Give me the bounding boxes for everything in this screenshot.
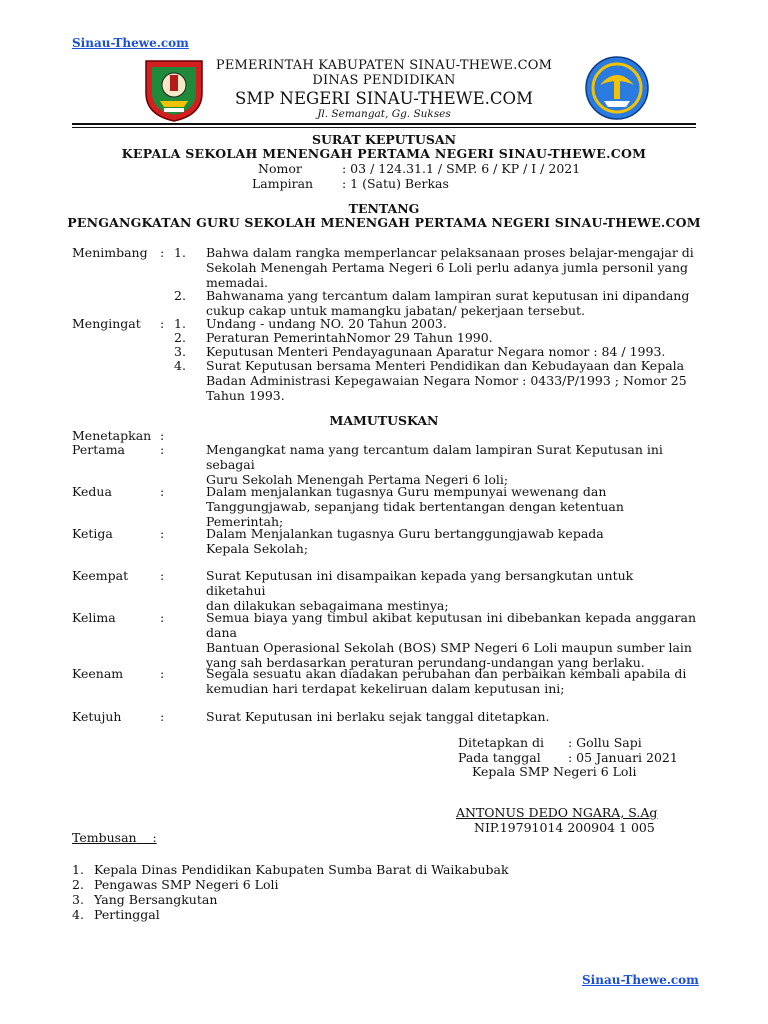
menetapkan-label: Menetapkan <box>72 428 152 443</box>
decision-keempat <box>72 568 696 613</box>
mengingat-label: Mengingat <box>72 316 141 331</box>
decision-colon: : <box>160 526 165 541</box>
decision-kelima <box>72 610 696 670</box>
menimbang-item-2 <box>206 288 696 318</box>
decision-kedua <box>72 484 696 529</box>
text-line: Dalam Menjalankan tugasnya Guru bertanggungjawab kepada <box>206 526 604 541</box>
tembusan-list <box>72 862 509 922</box>
decision-label: Ketujuh <box>72 709 122 724</box>
mengingat-item-1-number: 1. <box>174 316 186 331</box>
document-type-heading: SURAT KEPUTUSAN <box>311 132 457 147</box>
mengingat-item-1: Undang - undang NO. 20 Tahun 2003. <box>206 316 447 331</box>
decision-pertama <box>72 442 696 487</box>
text-line: Surat Keputusan bersama Menteri Pendidikan dan Kebudayaan dan Kepala <box>206 358 685 373</box>
lampiran-label: Lampiran <box>252 176 314 191</box>
mengingat-item-4 <box>206 358 696 403</box>
menimbang-section <box>72 245 696 320</box>
signer-nip: NIP.19791014 200904 1 005 <box>474 820 655 835</box>
list-item-number: 1. <box>72 862 84 877</box>
mengingat-section <box>72 316 696 406</box>
list-item-number: 3. <box>72 892 84 907</box>
bottom-site-link[interactable]: Sinau-Thewe.com <box>582 973 699 987</box>
decision-label: Keempat <box>72 568 129 583</box>
list-item-text: Kepala Dinas Pendidikan Kabupaten Sumba Barat di Waikabubak <box>94 862 509 877</box>
signer-position: Kepala SMP Negeri 6 Loli <box>472 764 637 779</box>
text-line: Sekolah Menengah Pertama Negeri 6 Loli perlu adanya jumla personil yang <box>206 260 689 275</box>
decision-label: Keenam <box>72 666 124 681</box>
menetapkan-row <box>72 428 696 443</box>
menimbang-item-2-number: 2. <box>174 288 186 303</box>
nomor-value: : 03 / 124.31.1 / SMP. 6 / KP / I / 2021 <box>342 161 581 176</box>
decision-text <box>206 442 696 487</box>
text-line: memadai. <box>206 275 268 290</box>
tentang-heading: TENTANG <box>348 201 420 216</box>
mamutuskan-heading: MAMUTUSKAN <box>329 413 439 428</box>
decision-text <box>206 484 696 529</box>
text-line: Bahwa dalam rangka memperlancar pelaksanaan proses belajar-mengajar di <box>206 245 694 260</box>
kop-school-name: SMP NEGERI SINAU-THEWE.COM <box>235 89 533 108</box>
list-item-number: 4. <box>72 907 84 922</box>
ditetapkan-label: Ditetapkan di <box>458 735 544 750</box>
mengingat-colon: : <box>160 316 165 331</box>
nomor-label: Nomor <box>258 161 302 176</box>
list-item <box>72 877 509 892</box>
decision-text: Surat Keputusan ini berlaku sejak tanggal ditetapkan. <box>206 709 550 724</box>
text-line: Bantuan Operasional Sekolah (BOS) SMP Negeri 6 Loli maupun sumber lain <box>206 640 692 655</box>
list-item <box>72 907 509 922</box>
text-line: Kepala Sekolah; <box>206 541 309 556</box>
list-item <box>72 892 509 907</box>
text-line: Tanggungjawab, sepanjang tidak bertentangan dengan ketentuan Pemerintah; <box>206 499 624 529</box>
decision-label: Kelima <box>72 610 116 625</box>
menimbang-label: Menimbang <box>72 245 148 260</box>
decision-keenam <box>72 666 696 696</box>
decision-ketujuh <box>72 709 696 724</box>
mengingat-item-3: Keputusan Menteri Pendayagunaan Aparatur Negara nomor : 84 / 1993. <box>206 344 666 359</box>
text-line: Bahwanama yang tercantum dalam lampiran surat keputusan ini dipandang <box>206 288 690 303</box>
decision-text <box>206 568 696 613</box>
tanggal-label: Pada tanggal <box>458 750 541 765</box>
menetapkan-colon: : <box>160 428 165 443</box>
text-line: Badan Administrasi Kepegawaian Negara Nomor : 0433/P/1993 ; Nomor 25 <box>206 373 687 388</box>
mengingat-item-3-number: 3. <box>174 344 186 359</box>
text-line: kemudian hari terdapat kekeliruan dalam keputusan ini; <box>206 681 565 696</box>
text-line: Dalam menjalankan tugasnya Guru mempunyai wewenang dan <box>206 484 607 499</box>
menimbang-item-1 <box>206 245 696 290</box>
kop-department-line: DINAS PENDIDIKAN <box>312 73 456 88</box>
list-item <box>72 862 509 877</box>
ditetapkan-value: : Gollu Sapi <box>568 735 642 750</box>
menimbang-item-1-number: 1. <box>174 245 186 260</box>
tembusan-label: Tembusan : <box>72 830 157 845</box>
decision-ketiga <box>72 526 696 556</box>
list-item-number: 2. <box>72 877 84 892</box>
text-line: Mengangkat nama yang tercantum dalam lampiran Surat Keputusan ini sebagai <box>206 442 663 472</box>
kop-divider-thin <box>72 127 696 128</box>
lampiran-value: : 1 (Satu) Berkas <box>342 176 449 191</box>
decision-colon: : <box>160 568 165 583</box>
menimbang-colon: : <box>160 245 165 260</box>
kop-government-line: PEMERINTAH KABUPATEN SINAU-THEWE.COM <box>215 58 553 73</box>
decision-colon: : <box>160 442 165 457</box>
issuer-heading: KEPALA SEKOLAH MENENGAH PERTAMA NEGERI SINAU-THEWE.COM <box>121 146 647 161</box>
text-line: dan dilakukan sebagaimana mestinya; <box>206 598 449 613</box>
text-line: Semua biaya yang timbul akibat keputusan ini dibebankan kepada anggaran dana <box>206 610 696 640</box>
list-item-text: Pertinggal <box>94 907 160 922</box>
signer-name: ANTONUS DEDO NGARA, S.Ag <box>456 805 658 820</box>
decision-colon: : <box>160 709 165 724</box>
list-item-text: Yang Bersangkutan <box>94 892 218 907</box>
mengingat-item-2-number: 2. <box>174 330 186 345</box>
decision-colon: : <box>160 484 165 499</box>
mengingat-item-2: Peraturan PemerintahNomor 29 Tahun 1990. <box>206 330 493 345</box>
text-line: cukup cakap untuk mamangku jabatan/ pekerjaan tersebut. <box>206 303 585 318</box>
decision-label: Pertama <box>72 442 126 457</box>
kop-address: Jl. Semangat, Gg. Sukses <box>317 108 451 120</box>
decision-colon: : <box>160 610 165 625</box>
decision-text <box>206 526 696 556</box>
top-site-link[interactable]: Sinau-Thewe.com <box>72 36 189 50</box>
decision-colon: : <box>160 666 165 681</box>
text-line: Surat Keputusan ini disampaikan kepada yang bersangkutan untuk diketahui <box>206 568 634 598</box>
list-item-text: Pengawas SMP Negeri 6 Loli <box>94 877 279 892</box>
subject-heading: PENGANGKATAN GURU SEKOLAH MENENGAH PERTAMA NEGERI SINAU-THEWE.COM <box>67 215 701 230</box>
kop-divider-thick <box>72 123 696 125</box>
mengingat-item-4-number: 4. <box>174 358 186 373</box>
text-line: Segala sesuatu akan diadakan perubahan dan perbaikan kembali apabila di <box>206 666 687 681</box>
decision-text <box>206 610 696 670</box>
text-line: Tahun 1993. <box>206 388 285 403</box>
decision-label: Kedua <box>72 484 112 499</box>
text-line: Guru Sekolah Menengah Pertama Negeri 6 loli; <box>206 472 509 487</box>
decision-text <box>206 666 696 696</box>
tanggal-value: : 05 Januari 2021 <box>568 750 678 765</box>
text-line: yang sah berdasarkan peraturan perundang-undangan yang berlaku. <box>206 655 645 670</box>
decision-label: Ketiga <box>72 526 113 541</box>
